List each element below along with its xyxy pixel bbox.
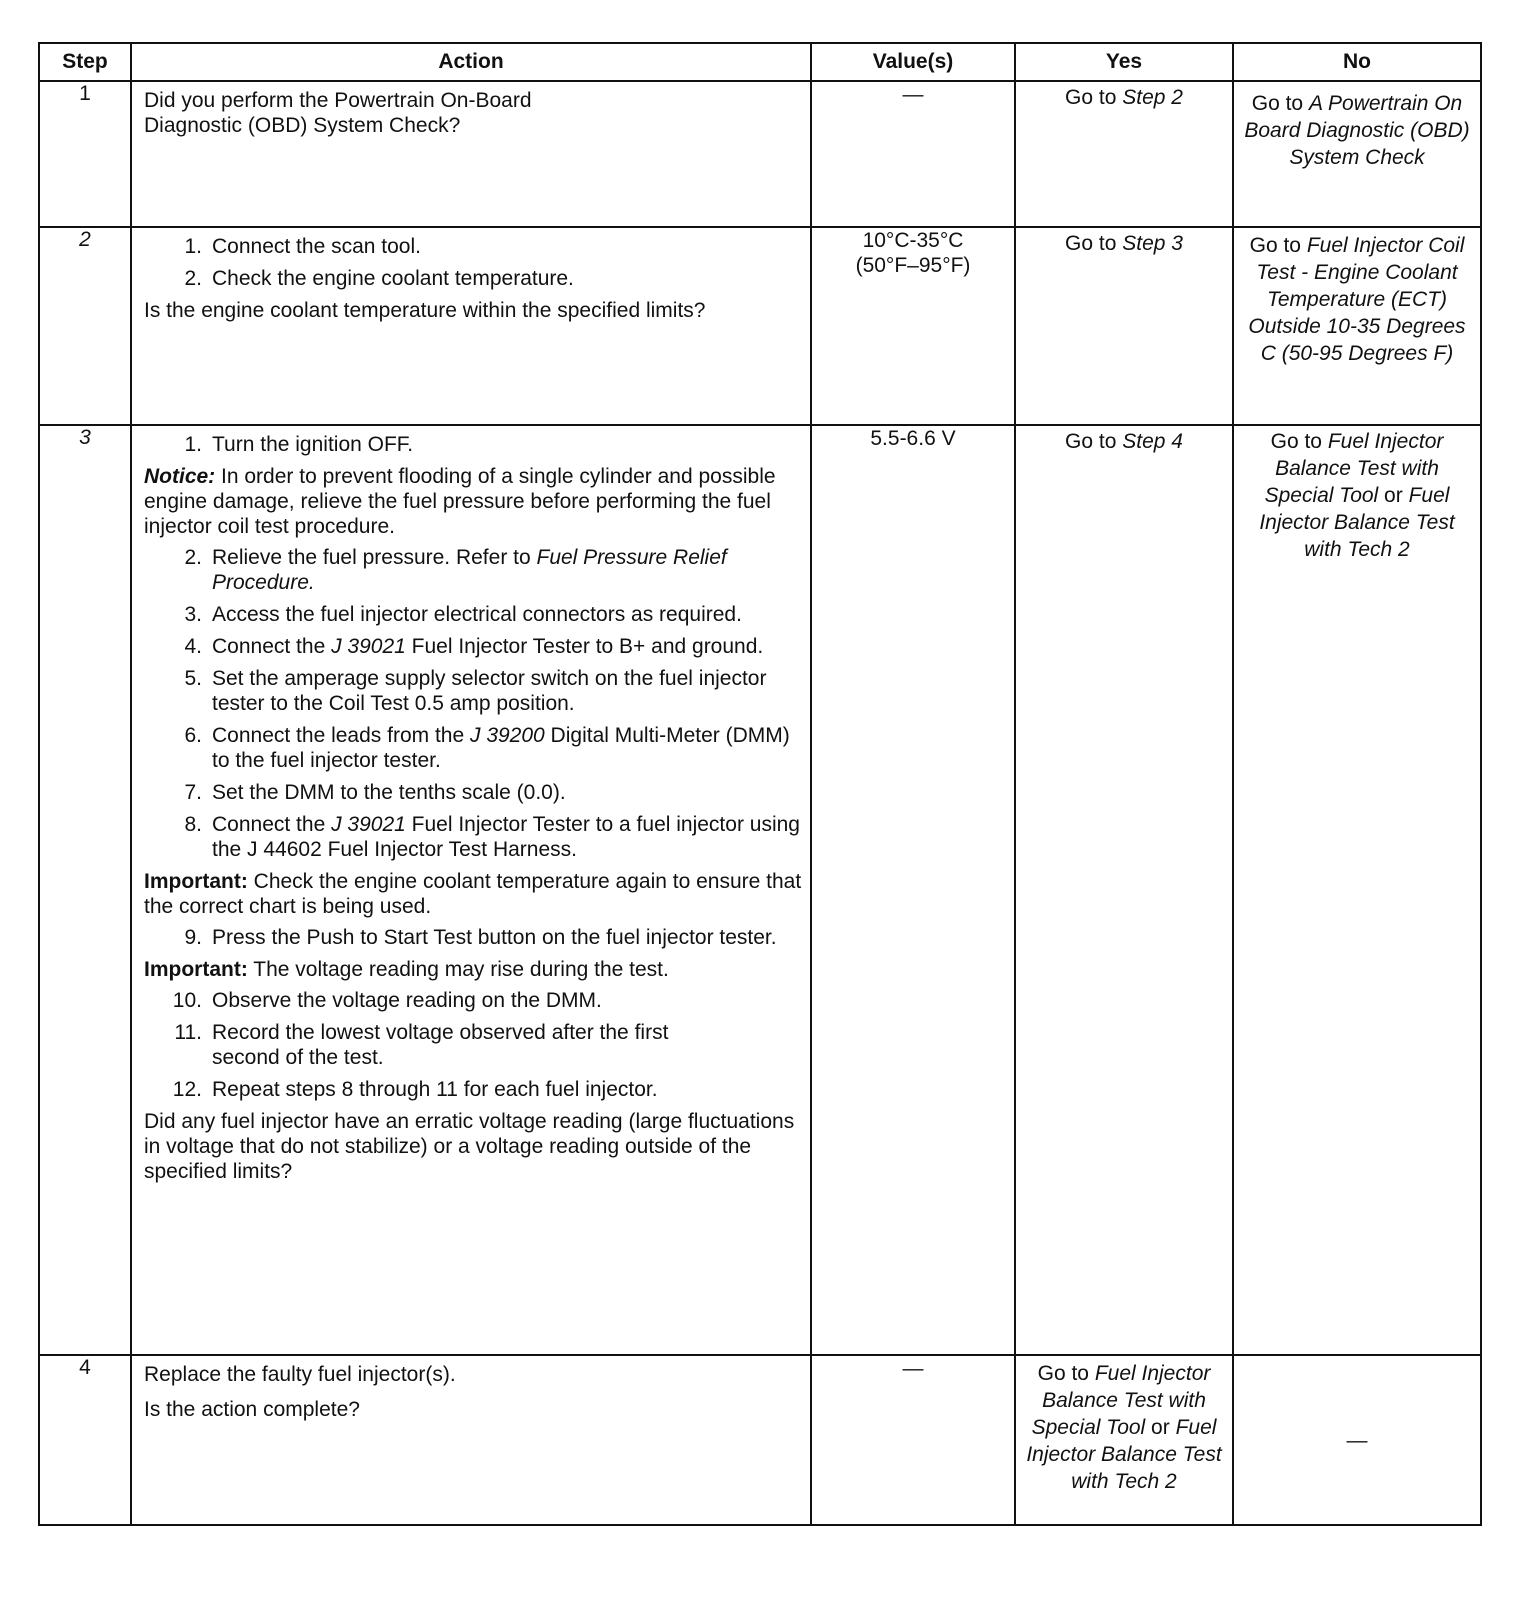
header-no: No	[1233, 43, 1481, 81]
value-cell: 5.5-6.6 V	[811, 425, 1015, 1355]
list-item: 5. Set the amperage supply selector switch on the fuel injector tester to the Coil Test 0.5 amp position.	[184, 667, 767, 715]
table-row-step-3	[39, 425, 1481, 1355]
list-item: 1. Connect the scan tool.	[184, 235, 421, 258]
no-cell: Go to Fuel Injector Balance Test with Special Tool or Fuel Injector Balance Test with Tech 2	[1233, 425, 1481, 1355]
yes-cell: Go to Step 4	[1015, 425, 1233, 1355]
list-item: 9. Press the Push to Start Test button on the fuel injector tester.	[184, 926, 777, 949]
no-prefix: Go to	[1251, 92, 1309, 115]
list-item: 7. Set the DMM to the tenths scale (0.0).	[184, 781, 566, 804]
yes-link-step-3[interactable]: Step 3	[1122, 232, 1183, 255]
no-link-obd-check[interactable]: A Powertrain On Board Diagnostic (OBD) System Check	[1244, 92, 1470, 169]
header-action: Action	[131, 43, 811, 81]
no-cell: —	[1233, 1355, 1481, 1525]
no-cell: Go to Fuel Injector Coil Test - Engine Coolant Temperature (ECT) Outside 10-35 Degrees C (50-95 Degrees F)	[1233, 227, 1481, 425]
important-text: Important: Check the engine coolant temperature again to ensure that the correct chart is being used.	[144, 870, 802, 918]
list-item: 8. Connect the J 39021 Fuel Injector Tester to a fuel injector using the J 44602 Fuel Injector Test Harness.	[184, 813, 800, 861]
yes-prefix: Go to	[1065, 86, 1123, 109]
yes-link-balance-tech-2[interactable]: Fuel Injector Balance Test with Tech 2	[1026, 1416, 1222, 1493]
table-row-step-1	[39, 81, 1481, 227]
list-item: 12. Repeat steps 8 through 11 for each fuel injector.	[172, 1078, 658, 1101]
value-cell: 10°C-35°C (50°F–95°F)	[811, 227, 1015, 425]
yes-cell: Go to Fuel Injector Balance Test with Special Tool or Fuel Injector Balance Test with Tech 2	[1015, 1355, 1233, 1525]
procedure-list	[144, 432, 802, 457]
question-text: Is the engine coolant temperature within the specified limits?	[144, 299, 706, 322]
list-item: 11. Record the lowest voltage observed after the first second of the test.	[174, 1021, 669, 1069]
question-text: Is the action complete?	[144, 1398, 360, 1421]
yes-link-step-4[interactable]: Step 4	[1122, 430, 1183, 453]
diagnostic-table	[38, 42, 1482, 1526]
header-step: Step	[39, 43, 131, 81]
list-item: 6. Connect the leads from the J 39200 Digital Multi-Meter (DMM) to the fuel injector tester.	[184, 724, 790, 772]
list-item: 3. Access the fuel injector electrical connectors as required.	[184, 603, 742, 626]
question-text: Did you perform the Powertrain On-Board Diagnostic (OBD) System Check?	[144, 89, 532, 137]
list-item: 2. Check the engine coolant temperature.	[184, 267, 574, 290]
action-cell	[131, 227, 811, 425]
step-number: 2	[39, 227, 131, 425]
action-cell	[131, 81, 811, 227]
step-number: 1	[39, 81, 131, 227]
no-link-balance-special-tool[interactable]: Fuel Injector Balance Test with Special Tool	[1264, 430, 1444, 507]
list-item: 1. Turn the ignition OFF.	[184, 433, 414, 456]
list-item: 4. Connect the J 39021 Fuel Injector Tester to B+ and ground.	[184, 635, 764, 658]
link-fuel-pressure-relief[interactable]: Fuel Pressure Relief Procedure.	[212, 546, 727, 594]
step-number: 3	[39, 425, 131, 1355]
step-number: 4	[39, 1355, 131, 1525]
procedure-list	[144, 988, 802, 1102]
important-text: Important: The voltage reading may rise during the test.	[144, 958, 669, 981]
action-cell	[131, 1355, 811, 1525]
no-link-coil-test-ect[interactable]: Fuel Injector Coil Test - Engine Coolant Temperature (ECT) Outside 10-35 Degrees C (50-95 Degrees F)	[1248, 234, 1466, 365]
yes-cell	[1015, 81, 1233, 227]
notice-text: Notice: In order to prevent flooding of a single cylinder and possible engine damage, relieve the fuel pressure before performing the fuel injector coil test procedure.	[144, 465, 776, 538]
no-link-balance-tech-2[interactable]: Fuel Injector Balance Test with Tech 2	[1259, 484, 1455, 561]
header-row	[39, 43, 1481, 81]
procedure-list	[144, 545, 802, 862]
yes-link-step-2[interactable]: Step 2	[1122, 86, 1183, 109]
yes-cell: Go to Step 3	[1015, 227, 1233, 425]
no-cell	[1233, 81, 1481, 227]
instruction-text: Replace the faulty fuel injector(s).	[144, 1363, 456, 1386]
value-cell: —	[811, 81, 1015, 227]
list-item: 2. Relieve the fuel pressure. Refer to Fuel Pressure Relief Procedure.	[184, 546, 727, 594]
diagnostic-table-page	[38, 42, 1482, 1526]
yes-link-balance-special-tool[interactable]: Fuel Injector Balance Test with Special Tool	[1031, 1362, 1211, 1439]
table-row-step-2	[39, 227, 1481, 425]
list-item: 10. Observe the voltage reading on the DMM.	[172, 989, 602, 1012]
procedure-list	[144, 925, 802, 950]
header-value: Value(s)	[811, 43, 1015, 81]
procedure-list	[144, 234, 802, 291]
question-text: Did any fuel injector have an erratic voltage reading (large fluctuations in voltage that do not stabilize) or a voltage reading outside of the specified limits?	[144, 1110, 795, 1183]
value-cell: —	[811, 1355, 1015, 1525]
header-yes: Yes	[1015, 43, 1233, 81]
action-cell	[131, 425, 811, 1355]
table-row-step-4	[39, 1355, 1481, 1525]
